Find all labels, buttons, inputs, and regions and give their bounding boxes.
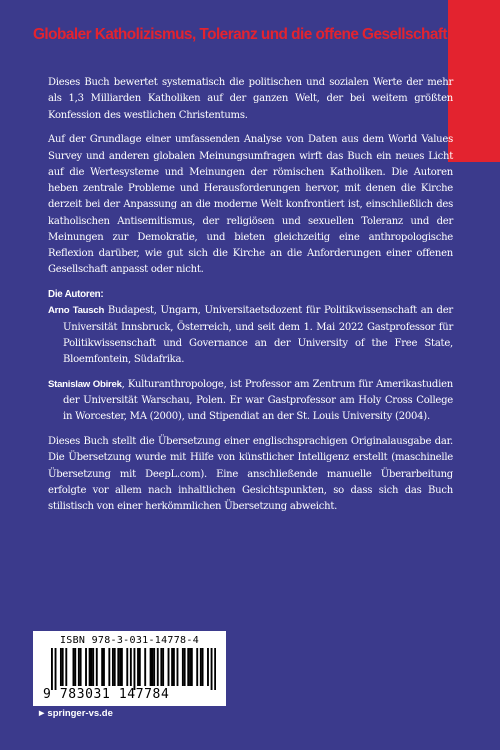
website-link[interactable]: springer-vs.de (47, 708, 113, 719)
barcode-bar (153, 648, 155, 686)
barcode-bar (189, 648, 191, 686)
barcode-bar (182, 648, 184, 686)
barcode-bar (196, 648, 198, 686)
barcode-bar (114, 648, 116, 686)
barcode-bar (187, 648, 189, 686)
barcode-image (43, 648, 216, 690)
barcode-bar (157, 648, 159, 686)
barcode-bar (126, 648, 128, 686)
barcode-bar (74, 648, 76, 686)
barcode-bar (65, 648, 67, 686)
isbn-label: ISBN 978-3-031-14778-4 (59, 635, 200, 646)
barcode-bar (162, 648, 164, 686)
barcode-bar (90, 648, 92, 686)
barcode-bar (211, 648, 213, 690)
barcode-bar (101, 648, 103, 686)
barcode-bar (62, 648, 64, 686)
isbn-barcode-box (33, 631, 226, 706)
barcode-bar (200, 648, 202, 686)
barcode-bar (137, 648, 139, 686)
barcode-bar (171, 648, 173, 686)
barcode-bar (202, 648, 204, 686)
barcode-bar (119, 648, 121, 686)
author-name: Stanislaw Obirek (48, 378, 122, 390)
author-bio-tausch (48, 303, 453, 368)
barcode-bar (207, 648, 209, 686)
author-bio-obirek (48, 377, 453, 426)
barcode-bar (103, 648, 105, 686)
barcode-bar (139, 648, 141, 686)
authors-heading: Die Autoren: (48, 289, 104, 300)
barcode-bar (85, 648, 87, 686)
barcode-bar (191, 648, 193, 686)
barcode-bar (144, 648, 146, 686)
author-bio-text: Budapest, Ungarn, Universitaetsdozent für Politikwissenschaft an der Universität Innsbruck, Österreich, und seit dem 1. Mai 2022 Gastprofessor für Politikwissenschaft und Governance an der University of the Free State, Bloemfontein, Südafrika. (63, 305, 453, 365)
author-name: Arno Tausch (48, 305, 105, 317)
barcode-bar (160, 648, 162, 686)
barcode-bar (173, 648, 175, 686)
barcode-bar (117, 648, 119, 686)
barcode-bar (121, 648, 123, 686)
book-title: Globaler Katholizismus, Toleranz und die offene Gesellschaft (33, 26, 447, 43)
barcode-bar (89, 648, 91, 686)
barcode-bar (92, 648, 94, 686)
barcode-bar (134, 648, 136, 690)
barcode-bar (130, 648, 132, 686)
back-cover-text (48, 75, 453, 524)
barcode-bar (168, 648, 170, 686)
arrow-icon: ► (37, 708, 47, 719)
barcode-bar (150, 648, 152, 686)
accent-color-bar (448, 0, 500, 162)
barcode-bar (78, 648, 80, 686)
description-paragraph-1: Dieses Buch bewertet systematisch die politischen und sozialen Werte der mehr als 1,3 Milliarden Katholiken auf der ganzen Welt, der bei weitem größten Konfession des westlichen Christentums. (48, 77, 453, 121)
author-bio-text: , Kulturanthropologe, ist Professor am Zentrum für Amerikastudien der Universität Warschau, Polen. Er war Gastprofessor am Holy Cross College in Worcester, MA (2000), und Stipendiat an der St. Louis University (2004). (63, 378, 453, 423)
barcode-bar (60, 648, 62, 686)
barcode-bar (80, 648, 82, 686)
barcode-bar (96, 648, 98, 686)
translation-note: Dieses Buch stellt die Übersetzung einer englischsprachigen Originalausgabe dar. Die Übersetzung wurde mit Hilfe von künstlicher Intelligenz erstellt (maschinelle Übersetzung mit DeepL.com). Eine anschließende manuelle Überarbeitung erfolgte vor allem nach inhaltlichen Gesichtspunkten, so dass sich das Buch stilistisch von einer herkömmlichen Übersetzung abweicht. (48, 436, 453, 512)
barcode-bar (184, 648, 186, 686)
barcode-bar (73, 648, 75, 686)
barcode-bar (108, 648, 110, 686)
barcode-bar (51, 648, 53, 690)
barcode-bar (177, 648, 179, 686)
barcode-bar (55, 648, 57, 690)
publisher-website (37, 708, 113, 719)
barcode-bar (151, 648, 153, 686)
description-paragraph-2: Auf der Grundlage einer umfassenden Analyse von Daten aus dem World Values Survey und anderen globalen Meinungsumfragen wirft das Buch ein neues Licht auf die Wertesysteme und Meinungen der römischen Katholiken. Die Autoren heben zentrale Probleme und Herausforderungen hervor, mit denen die Kirche derzeit bei der Anpassung an die moderne Welt konfrontiert ist, einschließlich des katholischen Antisemitismus, der religiösen und sexuellen Toleranz und der Meinungen zur Demokratie, und bieten gleichzeitig eine anthropologische Reflexion darüber, wie gut sich die Kirche an die Anforderungen einer offenen Gesellschaft anpasst oder nicht. (48, 134, 453, 276)
barcode-bar (214, 648, 216, 690)
barcode-bar (112, 648, 114, 686)
barcode-digits: 9 783031 147784 (43, 687, 170, 702)
